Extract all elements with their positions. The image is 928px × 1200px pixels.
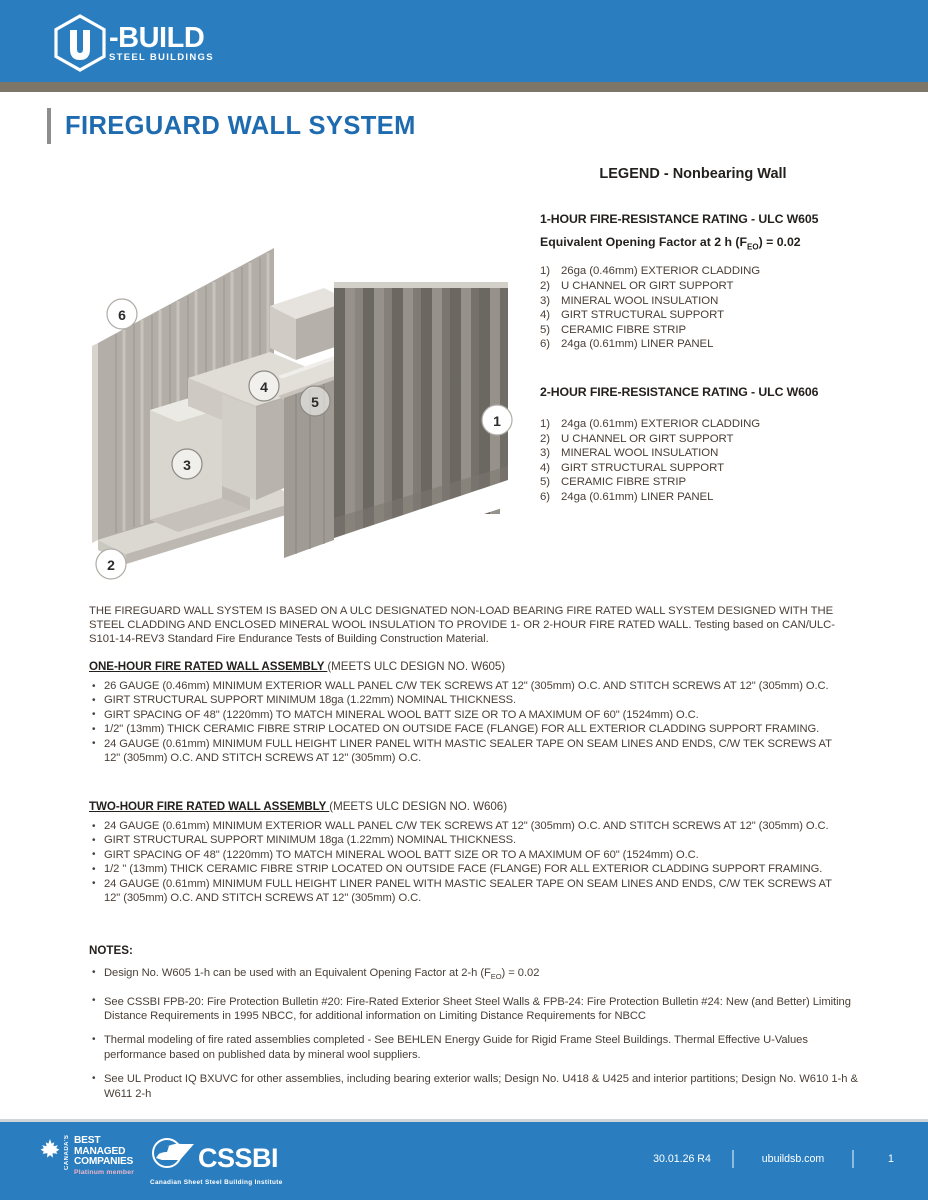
- legend-item: [540, 461, 890, 476]
- list-item: • GIRT SPACING OF 48" (1220mm) TO MATCH MINERAL WOOL BATT SIZE OR TO A MAXIMUM OF 60" (1524mm) O.C.: [89, 849, 849, 863]
- two-hour-heading-plain: (MEETS ULC DESIGN NO. W606): [329, 800, 508, 813]
- legend-item-number: 2): [540, 432, 551, 445]
- cssbi-logo[interactable]: [150, 1138, 283, 1186]
- header-rule: [0, 82, 928, 92]
- list-item: • 1/2 " (13mm) THICK CERAMIC FIBRE STRIP LOCATED ON OUTSIDE FACE (FLANGE) FOR ALL EXTERIOR CLADDING SUPPORT FRAMING.: [89, 863, 849, 877]
- footer-meta: [632, 1150, 928, 1168]
- svg-text:6: 6: [118, 307, 126, 323]
- list-item: • 24 GAUGE (0.61mm) MINIMUM FULL HEIGHT LINER PANEL WITH MASTIC SEALER TAPE ON SEAM LINES AND ENDS, C/W TEK SCREWS AT 12" (305mm) O.C. AND STITCH SCREWS AT 12" (305mm) O.C.: [89, 738, 849, 766]
- svg-text:1: 1: [493, 413, 501, 429]
- legend-item-label: 24ga (0.61mm) LINER PANEL: [561, 338, 714, 351]
- logo-brand-text: -BUILD: [109, 22, 205, 54]
- maple-leaf-icon: [40, 1138, 60, 1167]
- list-item: • GIRT SPACING OF 48" (1220mm) TO MATCH MINERAL WOOL BATT SIZE OR TO A MAXIMUM OF 60" (1524mm) O.C.: [89, 709, 849, 723]
- best-managed-companies-logo: [40, 1136, 134, 1176]
- hexagon-u-icon: [52, 14, 108, 72]
- one-hour-assembly-section: [89, 659, 849, 766]
- legend-item: [540, 323, 890, 338]
- legend-item: [540, 279, 890, 294]
- bmc-line-3: COMPANIES: [74, 1156, 134, 1167]
- legend-1hr-list: [540, 264, 890, 352]
- svg-text:3: 3: [183, 457, 191, 473]
- page-title: FIREGUARD WALL SYSTEM: [65, 111, 416, 140]
- callout-2: [96, 549, 126, 579]
- note-text-pre: Design No. W605 1-h can be used with an Equivalent Opening Factor at 2-h (F: [104, 967, 491, 979]
- bmc-line-1: BEST: [74, 1135, 101, 1146]
- legend-item: [540, 308, 890, 323]
- legend-item-label: GIRT STRUCTURAL SUPPORT: [561, 461, 724, 474]
- legend-item-number: 5): [540, 323, 551, 336]
- note-item: • See UL Product IQ BXUVC for other assemblies, including bearing exterior walls; Design No. U418 & U425 and interior partitions; Design No. W610 1-h & W611 2-h: [89, 1072, 861, 1101]
- legend-item: [540, 446, 890, 461]
- eof-prefix: Equivalent Opening Factor at 2 h (F: [540, 235, 748, 249]
- legend-item-number: 1): [540, 265, 551, 278]
- legend-item-label: GIRT STRUCTURAL SUPPORT: [561, 309, 724, 322]
- legend-item-number: 4): [540, 461, 551, 474]
- svg-text:4: 4: [260, 379, 268, 395]
- list-item: • 24 GAUGE (0.61mm) MINIMUM FULL HEIGHT LINER PANEL WITH MASTIC SEALER TAPE ON SEAM LINES AND ENDS, C/W TEK SCREWS AT 12" (305mm) O.C. AND STITCH SCREWS AT 12" (305mm) O.C.: [89, 878, 849, 906]
- legend-item-label: CERAMIC FIBRE STRIP: [561, 323, 686, 336]
- title-accent-bar: [47, 108, 51, 144]
- list-item: • GIRT STRUCTURAL SUPPORT MINIMUM 18ga (1.22mm) NOMINAL THICKNESS.: [89, 834, 849, 848]
- one-hour-bullet-list: [89, 680, 849, 765]
- eof-subscript: EO: [747, 242, 759, 252]
- legend-spacer: [540, 352, 890, 385]
- note-item: • Thermal modeling of fire rated assemblies completed - See BEHLEN Energy Guide for Rigid Frame Steel Buildings. Thermal Effective U-Values performance based on published data by mineral wool suppliers.: [89, 1033, 861, 1062]
- callout-5: [300, 386, 330, 416]
- legend-2hr-list: [540, 417, 890, 505]
- footer-page-number: 1: [888, 1153, 894, 1165]
- cssbi-swoosh-icon: [150, 1138, 196, 1177]
- two-hour-heading: [89, 799, 849, 814]
- page-title-row: [47, 108, 416, 144]
- bmc-canadas-text: CANADA'S: [64, 1134, 70, 1170]
- legend-item-label: CERAMIC FIBRE STRIP: [561, 476, 686, 489]
- legend-item-label: 24ga (0.61mm) LINER PANEL: [561, 490, 714, 503]
- footer-divider: [852, 1150, 854, 1168]
- legend-item-number: 5): [540, 476, 551, 489]
- legend-item-number: 3): [540, 447, 551, 460]
- legend-item: [540, 294, 890, 309]
- eof-suffix: ) = 0.02: [758, 235, 801, 249]
- legend-title: LEGEND - Nonbearing Wall: [599, 166, 787, 182]
- note-item: • See CSSBI FPB-20: Fire Protection Bulletin #20: Fire-Rated Exterior Sheet Steel Walls & FPB-24: Fire Protection Bulletin #24: New (and Better) Limiting Distance Requirements in 1995 NBCC, for additional information on Limiting Distance Requirements for NBCC: [89, 995, 861, 1024]
- bmc-line-2: MANAGED: [74, 1145, 126, 1157]
- list-item: • 26 GAUGE (0.46mm) MINIMUM EXTERIOR WALL PANEL C/W TEK SCREWS AT 12" (305mm) O.C. AND STITCH SCREWS AT 12" (305mm) O.C.: [89, 680, 849, 694]
- callout-4: [249, 371, 279, 401]
- svg-text:5: 5: [311, 394, 319, 410]
- legend-item: [540, 337, 890, 352]
- legend-item: [540, 490, 890, 505]
- notes-title: NOTES:: [89, 944, 133, 957]
- callout-6: [107, 299, 137, 329]
- list-item: • 1/2" (13mm) THICK CERAMIC FIBRE STRIP LOCATED ON OUTSIDE FACE (FLANGE) FOR ALL EXTERIOR CLADDING SUPPORT FRAMING.: [89, 723, 849, 737]
- legend-item-number: 2): [540, 280, 551, 293]
- cssbi-wordmark: CSSBI: [198, 1142, 279, 1173]
- callout-1: [482, 405, 512, 435]
- legend-item-label: MINERAL WOOL INSULATION: [561, 447, 719, 460]
- legend-item-label: MINERAL WOOL INSULATION: [561, 294, 719, 307]
- legend-item: [540, 264, 890, 279]
- note-text-post: ) = 0.02: [501, 967, 540, 979]
- cssbi-subtitle: Canadian Sheet Steel Building Institute: [150, 1179, 283, 1186]
- intro-paragraph: THE FIREGUARD WALL SYSTEM IS BASED ON A ULC DESIGNATED NON-LOAD BEARING FIRE RATED WALL SYSTEM DESIGNED WITH THE STEEL CLADDING AND ENCLOSED MINERAL WOOL INSULATION TO PROVIDE 1- OR 2-HOUR FIRE RATED WALL. Testing based on CAN/ULC-S101-14-REV3 Standard Fire Endurance Tests of Building Construction Material.: [89, 605, 835, 646]
- footer-website[interactable]: ubuildsb.com: [761, 1153, 825, 1165]
- one-hour-heading: [89, 659, 849, 674]
- footer-revision-date: 30.01.26 R4: [653, 1153, 711, 1165]
- legend-item-number: 6): [540, 338, 551, 351]
- legend-item: [540, 432, 890, 447]
- legend-item-label: 24ga (0.61mm) EXTERIOR CLADDING: [561, 418, 761, 431]
- bmc-platinum-member: Platinum member: [74, 1168, 135, 1176]
- legend-item: [540, 417, 890, 432]
- legend-item: [540, 475, 890, 490]
- callout-3: [172, 449, 202, 479]
- two-hour-assembly-section: [89, 799, 849, 906]
- note-subscript: EO: [490, 972, 502, 982]
- legend-opening-factor: [540, 235, 890, 251]
- legend-item-number: 4): [540, 309, 551, 322]
- one-hour-heading-underlined: ONE-HOUR FIRE RATED WALL ASSEMBLY: [89, 660, 328, 673]
- footer-divider: [732, 1150, 734, 1168]
- ubuild-logo[interactable]: [52, 14, 214, 72]
- list-item: • GIRT STRUCTURAL SUPPORT MINIMUM 18ga (1.22mm) NOMINAL THICKNESS.: [89, 694, 849, 708]
- list-item: • 24 GAUGE (0.61mm) MINIMUM EXTERIOR WALL PANEL C/W TEK SCREWS AT 12" (305mm) O.C. AND STITCH SCREWS AT 12" (305mm) O.C.: [89, 820, 849, 834]
- legend-2hr-heading: 2-HOUR FIRE-RESISTANCE RATING - ULC W606: [540, 385, 819, 400]
- legend-item-label: 26ga (0.46mm) EXTERIOR CLADDING: [561, 265, 761, 278]
- note-item: [89, 966, 861, 985]
- notes-list: [89, 966, 861, 1101]
- two-hour-bullet-list: [89, 820, 849, 905]
- legend-item-number: 6): [540, 490, 551, 503]
- svg-text:2: 2: [107, 557, 115, 573]
- page-footer: [0, 1122, 928, 1200]
- legend-1hr-heading: 1-HOUR FIRE-RESISTANCE RATING - ULC W605: [540, 212, 819, 226]
- wall-assembly-diagram: [88, 248, 540, 600]
- cssbi-row: [150, 1138, 283, 1177]
- bmc-wordmark: [74, 1136, 134, 1168]
- legend-item-label: U CHANNEL OR GIRT SUPPORT: [561, 432, 734, 445]
- one-hour-heading-plain: (MEETS ULC DESIGN NO. W605): [327, 660, 506, 673]
- two-hour-heading-underlined: TWO-HOUR FIRE RATED WALL ASSEMBLY: [89, 800, 330, 813]
- legend-item-label: U CHANNEL OR GIRT SUPPORT: [561, 280, 734, 293]
- legend-item-number: 1): [540, 418, 551, 431]
- legend-panel: [540, 166, 890, 505]
- logo-tagline: STEEL BUILDINGS: [109, 52, 214, 63]
- notes-section: [89, 944, 861, 1111]
- legend-item-number: 3): [540, 294, 551, 307]
